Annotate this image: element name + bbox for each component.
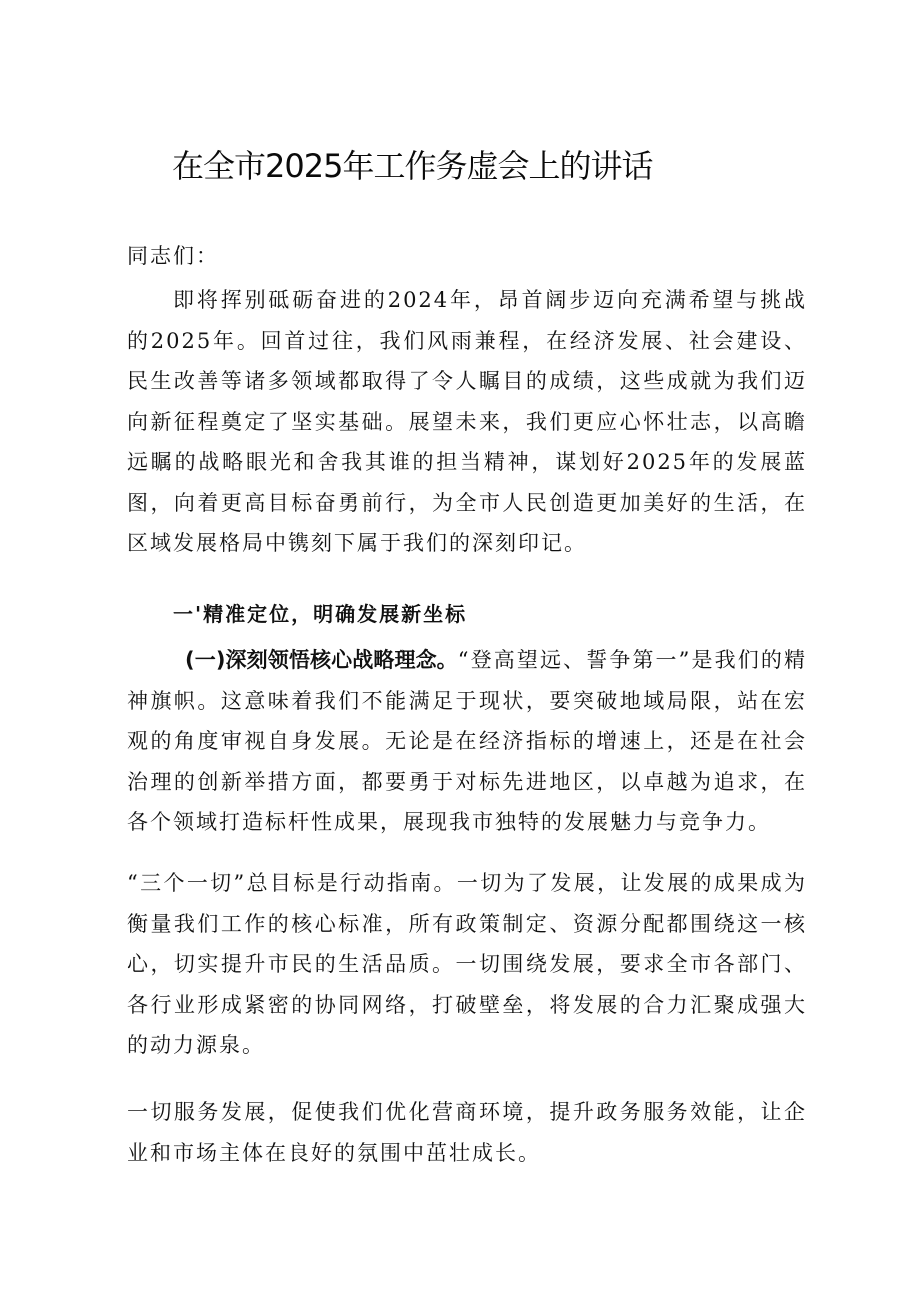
paragraph-three: “三个一切”总目标是行动指南。一切为了发展，让发展的成果成为衡量我们工作的核心标准，所有政策制定、资源分配都围绕这一核心，切实提升市民的生活品质。一切围绕发展，要求全市各部门、各行业形成紧密的协同网络，打破壁垒，将发展的合力汇聚成强大的动力源泉。 [127,871,807,1057]
subsection-paragraph [127,640,807,843]
subsection-heading: (一)深刻领悟核心战略理念。 [185,648,458,672]
document-title: 在全市2025年工作务虚会上的讲话 [172,147,653,185]
section-heading: 一'精准定位，明确发展新坐标 [173,602,468,626]
paragraph-four: 一切服务发展，促使我们优化营商环境，提升政务服务效能，让企业和市场主体在良好的氛围中茁壮成长。 [127,1100,807,1165]
intro-paragraph: 即将挥别砥砺奋进的2024年，昂首阔步迈向充满希望与挑战的2025年。回首过往，我们风雨兼程，在经济发展、社会建设、民生改善等诸多领域都取得了令人瞩目的成绩，这些成就为我们迈向新征程奠定了坚实基础。展望未来，我们更应心怀壮志，以高瞻远瞩的战略眼光和舍我其谁的担当精神，谋划好2025年的发展蓝图，向着更高目标奋勇前行，为全市人民创造更加美好的生活，在区域发展格局中镌刻下属于我们的深刻印记。 [127,288,807,555]
subsection-text: “登高望远、誓争第一”是我们的精神旗帜。这意味着我们不能满足于现状，要突破地域局限，站在宏观的角度审视自身发展。无论是在经济指标的增速上，还是在社会治理的创新举措方面，都要勇于对标先进地区，以卓越为追求，在各个领域打造标杆性成果，展现我市独特的发展魅力与竞争力。 [127,648,807,834]
greeting: 同志们： [127,244,219,268]
